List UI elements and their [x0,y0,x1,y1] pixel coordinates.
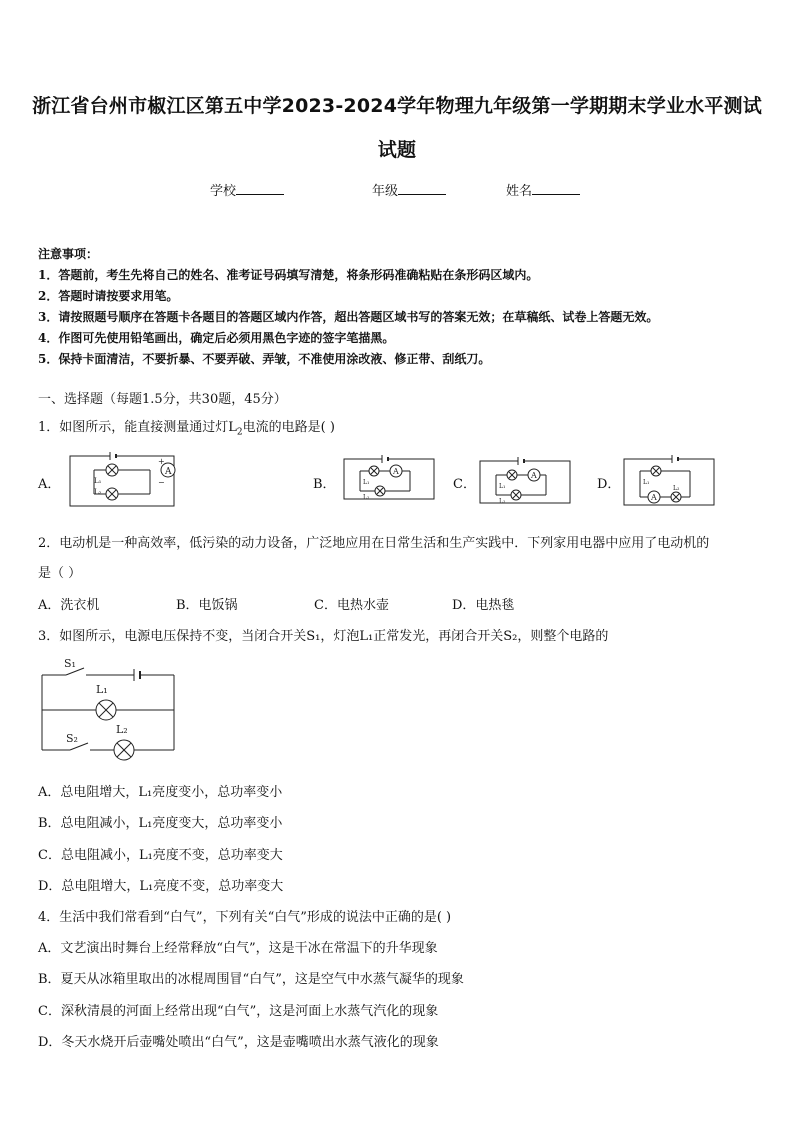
svg-text:L₁: L₁ [94,477,102,485]
svg-text:L₂: L₂ [673,485,680,492]
grade-field[interactable]: 年级 [372,180,446,199]
q4-option-d: D．冬天水烧开后壶嘴处喷出“白气”，这是壶嘴喷出水蒸气液化的现象 [38,1035,439,1050]
notice-item: 4．作图可先使用铅笔画出，确定后必须用黑色字迹的签字笔描黑。 [38,331,395,345]
q4-option-c: C．深秋清晨的河面上经常出现“白气”，这是河面上水蒸气汽化的现象 [38,1004,439,1019]
q2-option-d: D．电热毯 [452,598,515,613]
q1-stem: 1．如图所示，能直接测量通过灯$L_2$电流的电路是( ) [38,420,335,438]
notice-block [38,244,658,370]
q3-option-a: A．总电阻增大，L₁亮度变小，总功率变小 [38,785,283,800]
q1-circuit-b [340,455,440,505]
title-line-1: 浙江省台州市椒江区第五中学2023-2024学年物理九年级第一学期期末学业水平测试 [32,95,762,117]
svg-text:A: A [531,471,537,480]
svg-text:L₁: L₁ [363,479,370,486]
q4-option-b: B．夏天从冰箱里取出的冰棍周围冒“白气”，这是空气中水蒸气凝华的现象 [38,972,464,987]
q2-option-c: C．电热水壶 [314,598,389,613]
name-field[interactable]: 姓名 [506,180,580,199]
notice-item: 1．答题前，考生先将自己的姓名、准考证号码填写清楚，将条形码准确粘贴在条形码区域内。 [38,268,539,282]
svg-text:L₂: L₂ [499,498,506,505]
svg-text:A: A [393,467,399,476]
svg-text:L₂: L₂ [94,488,102,496]
svg-text:A: A [651,493,657,502]
q3-option-d: D．总电阻增大，L₁亮度不变，总功率变大 [38,879,284,894]
school-field[interactable]: 学校 [210,180,284,199]
q3-stem: 3．如图所示，电源电压保持不变，当闭合开关S₁，灯泡L₁正常发光，再闭合开关S₂，则整个电路的 [38,629,609,644]
q4-stem: 4．生活中我们常看到“白气”，下列有关“白气”形成的说法中正确的是( ) [38,910,452,925]
q1-option-a-label: A． [38,477,61,492]
svg-text:−: − [158,478,165,487]
q3-option-c: C．总电阻减小，L₁亮度不变，总功率变大 [38,848,283,863]
document-title [30,84,764,172]
q4-option-a: A．文艺演出时舞台上经常释放“白气”，这是干冰在常温下的升华现象 [38,941,438,956]
q3-circuit [36,655,182,765]
q1-circuit-a [64,452,180,512]
q2-stem-line2: 是（ ） [38,566,82,581]
q1-circuit-c [476,457,576,509]
section-heading: 一、选择题（每题1.5分，共30题，45分） [38,392,287,407]
svg-text:L₁: L₁ [499,483,506,490]
q1-option-b-label: B． [313,477,336,492]
q3-option-b: B．总电阻减小，L₁亮度变大，总功率变小 [38,816,283,831]
q2-option-b: B．电饭锅 [176,598,238,613]
q1-circuit-d [620,455,720,511]
svg-text:L₁: L₁ [96,683,108,696]
svg-text:L₁: L₁ [643,479,650,486]
svg-text:L₂: L₂ [116,723,128,736]
notice-item: 2．答题时请按要求用笔。 [38,289,179,303]
q2-stem-line1: 2．电动机是一种高效率，低污染的动力设备，广泛地应用在日常生活和生产实践中．下列家用电器中应用了电动机的 [38,536,710,551]
notice-heading: 注意事项： [38,247,99,261]
svg-text:+: + [158,457,165,466]
svg-text:L₂: L₂ [363,494,370,501]
title-line-2: 试题 [377,139,417,161]
svg-text:S₁: S₁ [64,657,76,670]
q1-option-d-label: D． [597,477,621,492]
notice-item: 3．请按照题号顺序在答题卡各题目的答题区域内作答，超出答题区域书写的答案无效；在草稿纸、试卷上答题无效。 [38,310,659,324]
q1-option-c-label: C． [453,477,476,492]
svg-text:A: A [165,467,172,477]
svg-text:S₂: S₂ [66,732,78,745]
notice-item: 5．保持卡面清洁，不要折暴、不要弄破、弄皱，不准使用涂改液、修正带、刮纸刀。 [38,352,491,366]
q2-option-a: A．洗衣机 [38,598,100,613]
